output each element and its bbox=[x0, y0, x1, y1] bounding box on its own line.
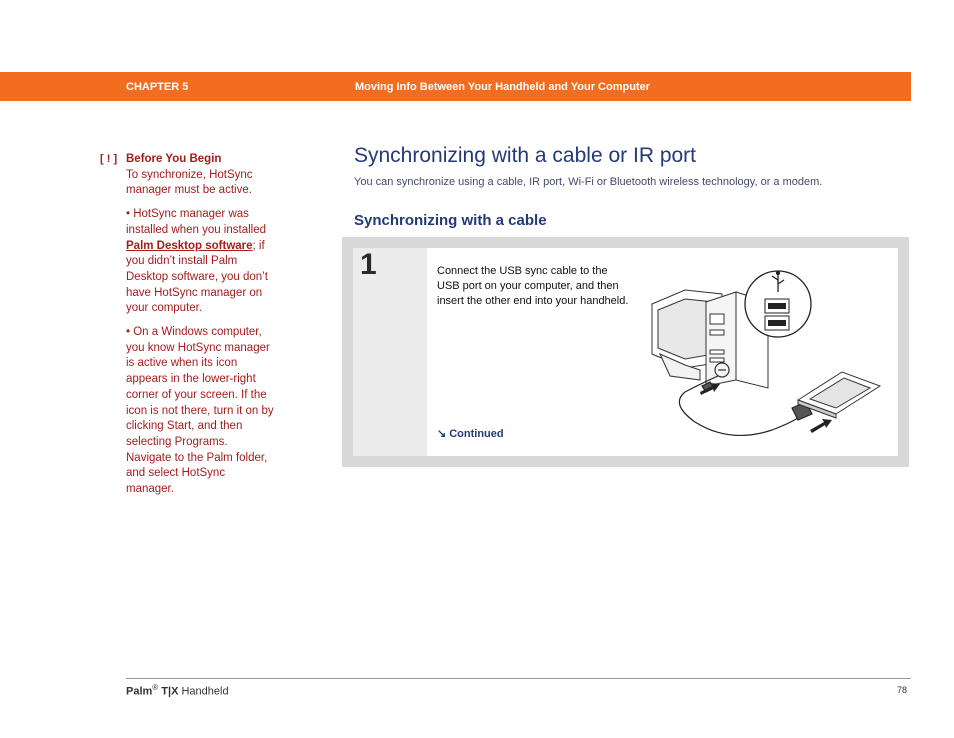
continued-label: Continued bbox=[449, 428, 504, 440]
note-title: Before You Begin bbox=[126, 153, 222, 165]
note-intro: To synchronize, HotSync manager must be active. bbox=[126, 168, 253, 197]
before-you-begin-note bbox=[100, 152, 275, 506]
step-instruction: Connect the USB sync cable to the USB port on your computer, and then insert the other end into your handheld. bbox=[437, 265, 629, 307]
page-intro: You can synchronize using a cable, IR port, Wi-Fi or Bluetooth wireless technology, or a modem. bbox=[354, 176, 823, 188]
footer-product bbox=[126, 683, 229, 698]
footer-brand: Palm bbox=[126, 685, 153, 698]
continued-link[interactable] bbox=[437, 427, 504, 440]
note-bullet-2: • On a Windows computer, you know HotSync manager is active when its icon appears in the lower-right corner of your screen. If the icon is not there, turn it on by clicking Start, and then selecting Programs. Navigate to the Palm folder, and select HotSync manager. bbox=[126, 326, 274, 496]
footer-model: T|X bbox=[161, 685, 179, 698]
section-title: Synchronizing with a cable bbox=[354, 212, 547, 229]
note-intro-block bbox=[126, 152, 275, 199]
usb-symbol-icon bbox=[745, 271, 811, 337]
footer-suffix: Handheld bbox=[181, 685, 229, 698]
step-number: 1 bbox=[360, 248, 377, 281]
note-bullet-1-post: ; if you didn’t install Palm Desktop software, you don’t have HotSync manager on your computer. bbox=[126, 239, 268, 315]
palm-desktop-software-link[interactable]: Palm Desktop software bbox=[126, 239, 253, 252]
chapter-title: Moving Info Between Your Handheld and Your Computer bbox=[355, 81, 650, 93]
note-warning-mark: [ ! ] bbox=[100, 153, 118, 165]
sync-cable-icon bbox=[679, 376, 812, 435]
continued-arrow-icon: ↘ bbox=[437, 428, 447, 440]
footer-reg: ® bbox=[152, 683, 159, 692]
note-bullet-1-pre: • HotSync manager was installed when you installed bbox=[126, 208, 267, 236]
footer-rule bbox=[126, 678, 911, 679]
page-number: 78 bbox=[897, 685, 908, 695]
note-bullet-1 bbox=[126, 207, 275, 317]
page-title: Synchronizing with a cable or IR port bbox=[354, 144, 696, 167]
usb-connection-illustration bbox=[640, 262, 890, 452]
chapter-label: CHAPTER 5 bbox=[126, 81, 189, 93]
